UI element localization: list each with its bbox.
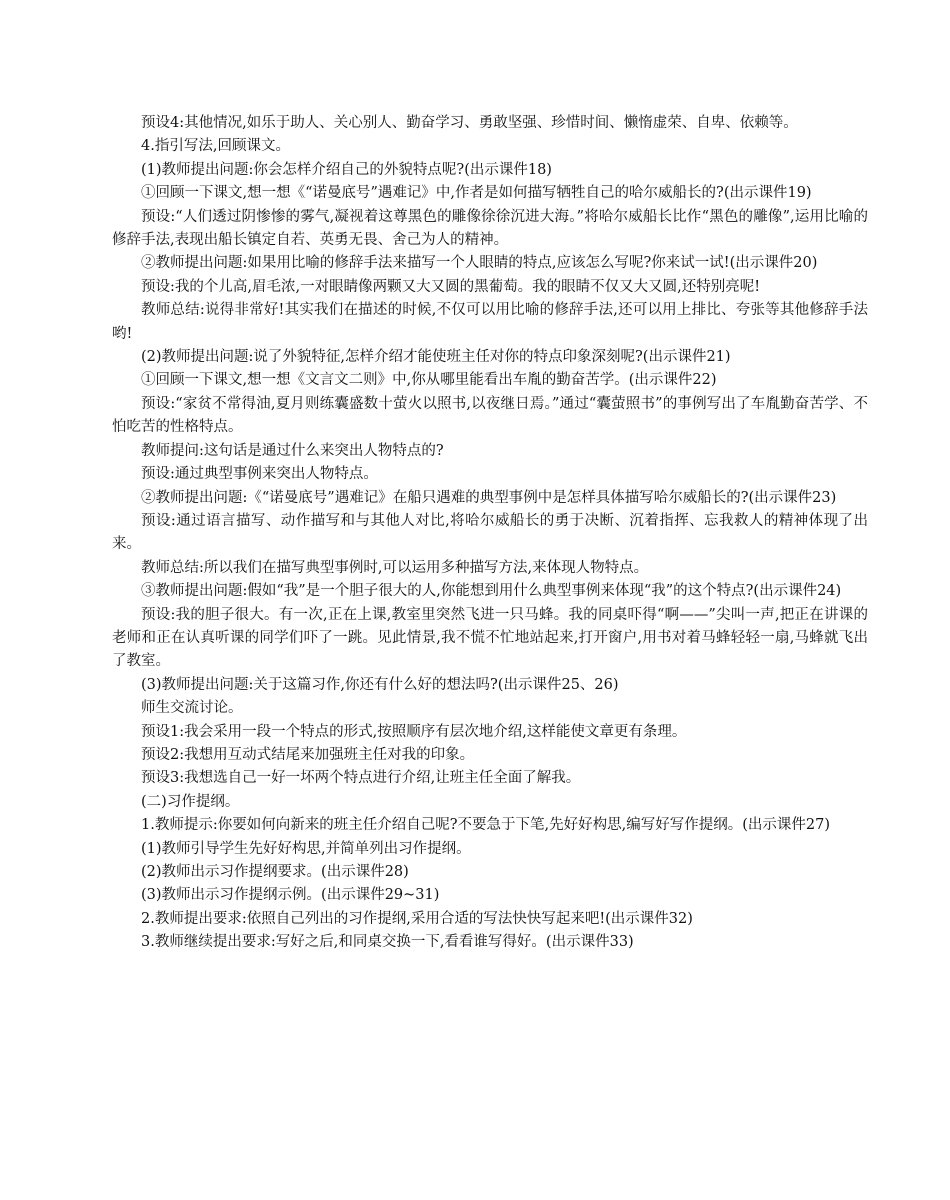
paragraph: 预设:通过典型事例来突出人物特点。 <box>141 466 378 483</box>
paragraph: 预设:我的胆子很大。有一次,正在上课,教室里突然飞进一只马蜂。我的同桌吓得“啊——”尖叫一声,把正在讲课的老师和正在认真听课的同学们吓了一跳。见此情景,我不慌不忙地站起来,打开窗户,用书对着马蜂轻轻一扇,马蜂就飞出了教室。 <box>112 606 868 670</box>
paragraph: (2)教师提出问题:说了外貌特征,怎样介绍才能使班主任对你的特点印象深刻呢?(出示课件21) <box>141 349 731 366</box>
paragraph: 教师提问:这句话是通过什么来突出人物特点的? <box>141 442 444 459</box>
paragraph: 1.教师提示:你要如何向新来的班主任介绍自己呢?不要急于下笔,先好好构思,编写好写作提纲。(出示课件27) <box>141 817 830 834</box>
paragraph: 预设:“人们透过阴惨惨的雾气,凝视着这尊黑色的雕像徐徐沉进大海。”将哈尔威船长比作“黑色的雕像”,运用比喻的修辞手法,表现出船长镇定自若、英勇无畏、舍己为人的精神。 <box>112 208 868 249</box>
paragraph: 预设2:我想用互动式结尾来加强班主任对我的印象。 <box>141 746 475 763</box>
paragraph: ②教师提出问题:《“诺曼底号”遇难记》在船只遇难的典型事例中是怎样具体描写哈尔威船长的?(出示课件23) <box>141 489 837 506</box>
paragraph: ②教师提出问题:如果用比喻的修辞手法来描写一个人眼睛的特点,应该怎么写呢?你来试一试!(出示课件20) <box>141 255 818 272</box>
paragraph: (2)教师出示习作提纲要求。(出示课件28) <box>141 864 409 880</box>
paragraph: 教师总结:所以我们在描写典型事例时,可以运用多种描写方法,来体现人物特点。 <box>141 559 649 576</box>
paragraph: (3)教师出示习作提纲示例。(出示课件29~31) <box>141 887 440 904</box>
paragraph: 预设1:我会采用一段一个特点的形式,按照顺序有层次地介绍,这样能使文章更有条理。 <box>141 723 687 740</box>
paragraph: 教师总结:说得非常好!其实我们在描述的时候,不仅可以用比喻的修辞手法,还可以用上排比、夸张等其他修辞手法哟! <box>112 302 868 342</box>
paragraph: 预设:通过语言描写、动作描写和与其他人对比,将哈尔威船长的勇于决断、沉着指挥、忘我救人的精神体现了出来。 <box>112 512 868 553</box>
paragraph: ③教师提出问题:假如“我”是一个胆子很大的人,你能想到用什么典型事例来体现“我”的这个特点?(出示课件24) <box>141 583 842 600</box>
paragraph: ①回顾一下课文,想一想《文言文二则》中,你从哪里能看出车胤的勤奋苦学。(出示课件22) <box>141 372 717 389</box>
paragraph: 2.教师提出要求:依照自己列出的习作提纲,采用合适的写法快快写起来吧!(出示课件32) <box>141 910 693 927</box>
paragraph: 预设3:我想选自己一好一坏两个特点进行介绍,让班主任全面了解我。 <box>141 770 581 787</box>
document-body <box>112 112 868 955</box>
paragraph: 师生交流讨论。 <box>141 700 243 717</box>
paragraph: (1)教师提出问题:你会怎样介绍自己的外貌特点呢?(出示课件18) <box>141 161 552 178</box>
paragraph: 4.指引写法,回顾课文。 <box>141 138 290 155</box>
paragraph: (1)教师引导学生先好好构思,并简单列出习作提纲。 <box>141 840 471 857</box>
paragraph: 预设:我的个儿高,眉毛浓,一对眼睛像两颗又大又圆的黑葡萄。我的眼睛不仅又大又圆,还特别亮呢! <box>141 278 761 295</box>
paragraph: (二)习作提纲。 <box>141 793 240 810</box>
paragraph: 3.教师继续提出要求:写好之后,和同桌交换一下,看看谁写得好。(出示课件33) <box>141 934 634 951</box>
paragraph: (3)教师提出问题:关于这篇习作,你还有什么好的想法吗?(出示课件25、26) <box>141 676 619 693</box>
paragraph: ①回顾一下课文,想一想《“诺曼底号”遇难记》中,作者是如何描写牺牲自己的哈尔威船长的?(出示课件19) <box>141 185 812 202</box>
paragraph: 预设4:其他情况,如乐于助人、关心别人、勤奋学习、勇敢坚强、珍惜时间、懒惰虚荣、自卑、依赖等。 <box>141 115 798 131</box>
paragraph: 预设:“家贫不常得油,夏月则练囊盛数十萤火以照书,以夜继日焉。”通过“囊萤照书”的事例写出了车胤勤奋苦学、不怕吃苦的性格特点。 <box>112 395 868 436</box>
